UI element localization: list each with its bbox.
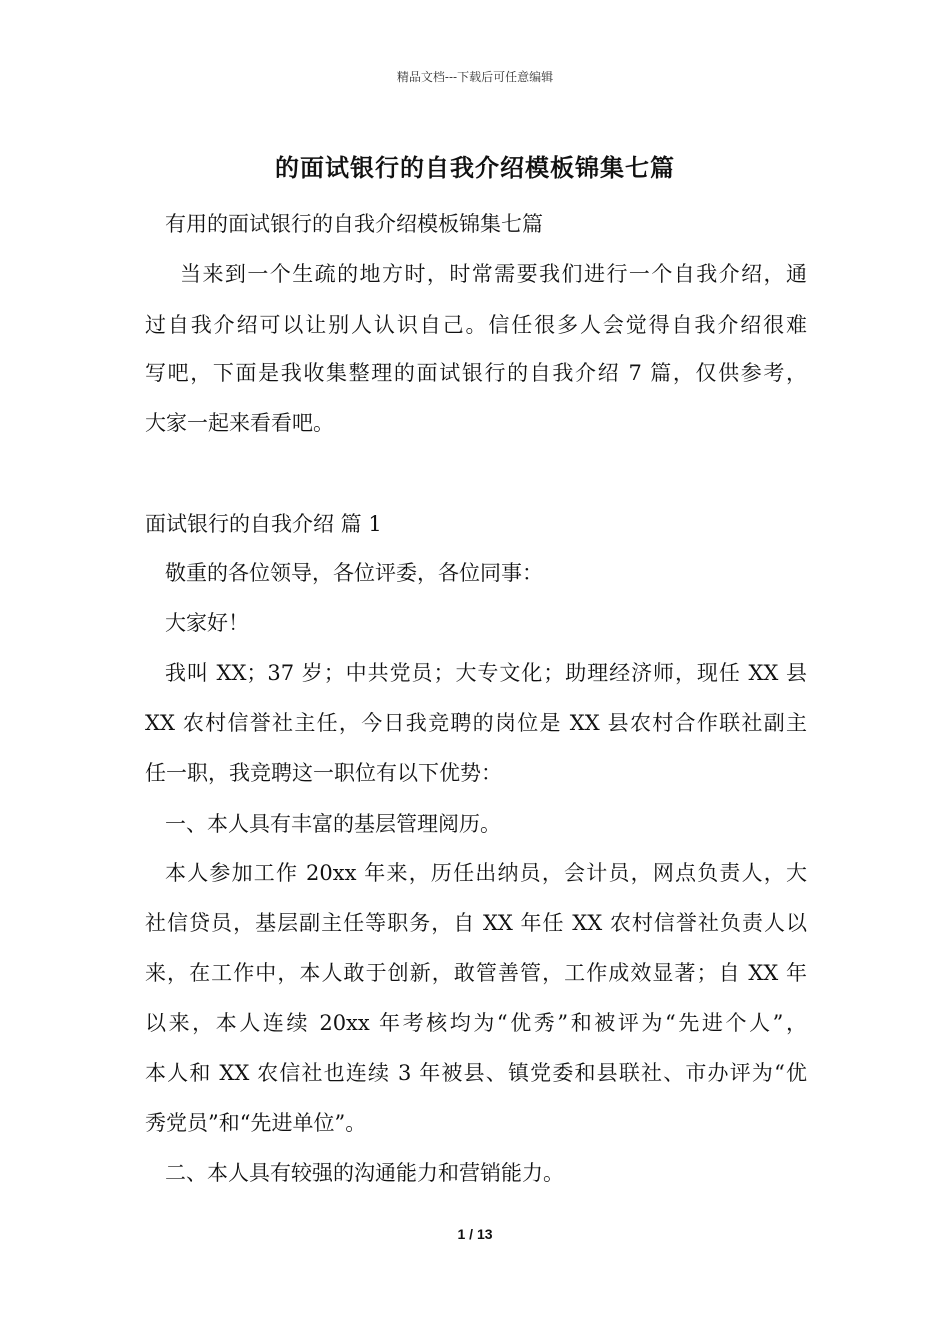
intro-line-3: 写吧，下面是我收集整理的面试银行的自我介绍 7 篇，仅供参考， bbox=[145, 361, 807, 385]
para2-line-1: 本人参加工作 20xx 年来，历任出纳员，会计员，网点负责人，大 bbox=[165, 861, 807, 885]
para1-line-3: 任一职，我竞聘这一职位有以下优势： bbox=[145, 761, 502, 785]
section-heading: 面试银行的自我介绍 篇 1 bbox=[145, 512, 382, 536]
page-number: 1 / 13 bbox=[457, 1226, 493, 1242]
para2-line-3: 来，在工作中，本人敢于创新，敢管善管，工作成效显著；自 XX 年 bbox=[145, 961, 807, 985]
para2-line-6: 秀党员”和“先进单位”。 bbox=[145, 1111, 367, 1135]
para1-line-1: 我叫 XX；37 岁；中共党员；大专文化；助理经济师，现任 XX 县 bbox=[165, 661, 807, 685]
document-title: 的面试银行的自我介绍模板锦集七篇 bbox=[275, 153, 675, 182]
para2-line-2: 社信贷员，基层副主任等职务，自 XX 年任 XX 农村信誉社负责人以 bbox=[145, 911, 807, 935]
para2-line-5: 本人和 XX 农信社也连续 3 年被县、镇党委和县联社、市办评为“优 bbox=[145, 1061, 807, 1085]
hello: 大家好！ bbox=[165, 611, 249, 635]
para2-line-4: 以来，本人连续 20xx 年考核均为“优秀”和被评为“先进个人”， bbox=[145, 1011, 807, 1035]
point-1: 一、本人具有丰富的基层管理阅历。 bbox=[165, 812, 501, 836]
intro-line-2: 过自我介绍可以让别人认识自己。信任很多人会觉得自我介绍很难 bbox=[145, 313, 807, 337]
intro-line-1: 当来到一个生疏的地方时，时常需要我们进行一个自我介绍，通 bbox=[180, 262, 807, 286]
subtitle: 有用的面试银行的自我介绍模板锦集七篇 bbox=[165, 212, 543, 236]
para1-line-2: XX 农村信誉社主任，今日我竞聘的岗位是 XX 县农村合作联社副主 bbox=[145, 711, 807, 735]
point-2: 二、本人具有较强的沟通能力和营销能力。 bbox=[165, 1161, 564, 1185]
intro-line-4: 大家一起来看看吧。 bbox=[145, 411, 334, 435]
header-note: 精品文档---下载后可任意编辑 bbox=[396, 70, 554, 84]
greeting: 敬重的各位领导，各位评委，各位同事： bbox=[165, 561, 543, 585]
